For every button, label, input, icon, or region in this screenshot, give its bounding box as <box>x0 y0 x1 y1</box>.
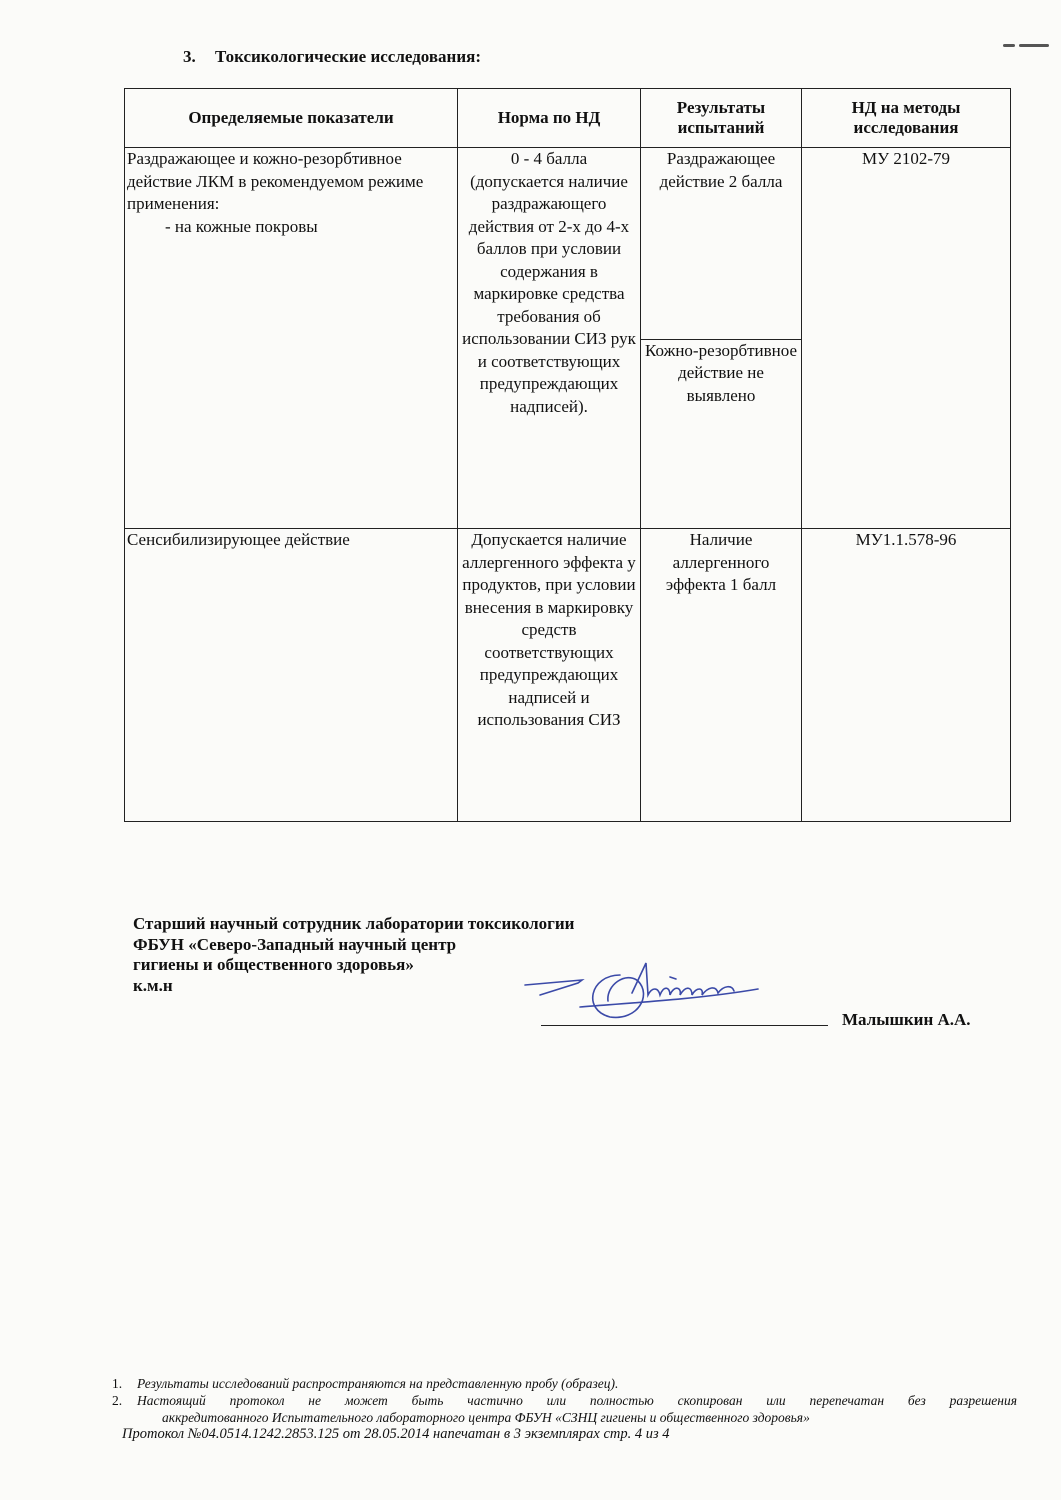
header-results: Результаты испытаний <box>641 89 802 148</box>
method-cell: МУ1.1.578-96 <box>802 529 1011 822</box>
section-heading <box>183 47 481 67</box>
method-cell: МУ 2102-79 <box>802 148 1011 529</box>
toxicology-table <box>124 88 1011 822</box>
scan-artifact <box>1019 44 1049 47</box>
signatory-block <box>133 914 574 996</box>
signatory-organization: ФБУН «Северо-Западный научный центр <box>133 934 457 954</box>
result-cell: Кожно-резорбтивное действие не выявлено <box>641 339 802 528</box>
footnotes <box>112 1375 1017 1443</box>
header-norm: Норма по НД <box>458 89 641 148</box>
indicator-cell <box>125 529 458 822</box>
section-number: 3. <box>183 47 196 66</box>
table-header-row <box>125 89 1011 148</box>
footnote-1 <box>112 1375 1017 1392</box>
signatory-degree: к.м.н <box>133 975 173 995</box>
signatory-name: Малышкин А.А. <box>842 1010 971 1029</box>
footnote-number: 1. <box>112 1376 123 1391</box>
norm-cell: 0 - 4 балла (допускается наличие раздражающего действия от 2-х до 4-х баллов при условии содержания в маркировке средства требования об использовании СИЗ рук и соответствующих предупреждающих надписей). <box>458 148 641 529</box>
indicator-text: Сенсибилизирующее действие <box>127 530 350 549</box>
result-cell: Раздражающее действие 2 балла <box>641 148 802 340</box>
indicator-subitem: - на кожные покровы <box>165 216 318 236</box>
footnote-text: Настоящий протокол не может быть частично или полностью скопирован или перепечатан без разрешения <box>137 1393 1017 1408</box>
section-title: Токсикологические исследования: <box>215 47 482 66</box>
table-row <box>125 529 1011 822</box>
header-methods: НД на методы исследования <box>802 89 1011 148</box>
indicator-text: Раздражающее и кожно-резорбтивное действие ЛКМ в рекомендуемом режиме применения: <box>127 149 424 213</box>
signatory-organization-cont: гигиены и общественного здоровья» <box>133 955 414 974</box>
indicator-cell <box>125 148 458 529</box>
signature-line <box>541 1025 828 1026</box>
scan-artifact <box>1003 44 1015 47</box>
footnote-2 <box>112 1392 1017 1409</box>
result-cell: Наличие аллергенного эффекта 1 балл <box>641 529 802 822</box>
protocol-reference: Протокол №04.0514.1242.2853.125 от 28.05.2014 напечатан в 3 экземплярах стр. 4 из 4 <box>122 1426 670 1442</box>
signatory-position: Старший научный сотрудник лаборатории токсикологии <box>133 914 575 933</box>
footnote-text: Результаты исследований распространяются на представленную пробу (образец). <box>137 1376 619 1391</box>
header-indicators: Определяемые показатели <box>125 89 458 148</box>
footnote-2-continuation: аккредитованного Испытательного лабораторного центра ФБУН «СЗНЦ гигиены и общественного здоровья» <box>162 1410 810 1425</box>
table-row <box>125 148 1011 340</box>
handwritten-signature <box>520 955 770 1035</box>
norm-cell: Допускается наличие аллергенного эффекта у продуктов, при условии внесения в маркировку средств соответствующих предупреждающих надписей и использования СИЗ <box>458 529 641 822</box>
footnote-number: 2. <box>112 1393 123 1408</box>
